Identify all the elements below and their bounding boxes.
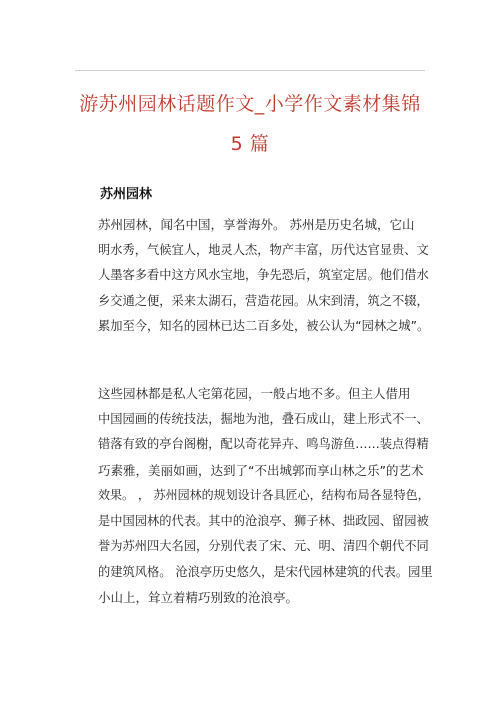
paragraph-line: 苏州园林，闻名中国，享誉海外。 苏州是历史名城，它山 [98, 217, 415, 232]
paragraph-2 [98, 381, 434, 611]
paragraph-line: 人墨客多看中这方风水宝地，争先恐后，筑室定居。他们借水 [98, 268, 429, 282]
paragraph-line: 累加至今，知名的园林已达二百多处，被公认为“园林之城”。 [98, 319, 430, 333]
paragraph-line: 中国园画的传统技法，掘地为池，叠石成山，建上形式不一、 [98, 411, 429, 426]
header-rule [75, 70, 425, 71]
paragraph-line: 这些园林都是私人宅第花园，一般占地不多。但主人借用 [98, 386, 411, 401]
title-line-2: 5 篇 [230, 133, 270, 155]
paragraph-1 [98, 212, 434, 340]
paragraph-line: 小山上，耸立着精巧别致的沧浪亭。 [98, 590, 299, 605]
section-heading: 苏州园林 [100, 187, 153, 202]
paragraph-line: 巧素雅，美丽如画，达到了“不出城郭而享山林之乐”的艺术 [98, 462, 424, 478]
title-line-1: 游苏州园林话题作文_小学作文素材集锦 [79, 93, 421, 115]
paragraph-line: 明水秀，气候宜人，地灵人杰，物产丰富，历代达官显贵、文 [98, 242, 429, 257]
paragraph-line: 效果。 ， 苏州园林的规划设计各具匠心，结构布局各显特色， [98, 488, 430, 502]
paragraph-line: 的建筑风格。 沧浪亭历史悠久，是宋代园林建筑的代表。园里 [98, 564, 433, 579]
paragraph-line: 誉为苏州四大名园，分别代表了宋、元、明、清四个朝代不同 [98, 539, 429, 553]
document-title [70, 84, 430, 164]
paragraph-line: 错落有致的亭台阁榭，配以奇花异卉、鸣鸟游鱼……装点得精 [98, 437, 429, 451]
paragraph-line: 乡交通之便，采来太湖石，营造花园。从宋到清，筑之不辍， [98, 293, 429, 308]
paragraph-line: 是中国园林的代表。其中的沧浪亭、狮子林、拙政园、留园被 [98, 513, 429, 528]
